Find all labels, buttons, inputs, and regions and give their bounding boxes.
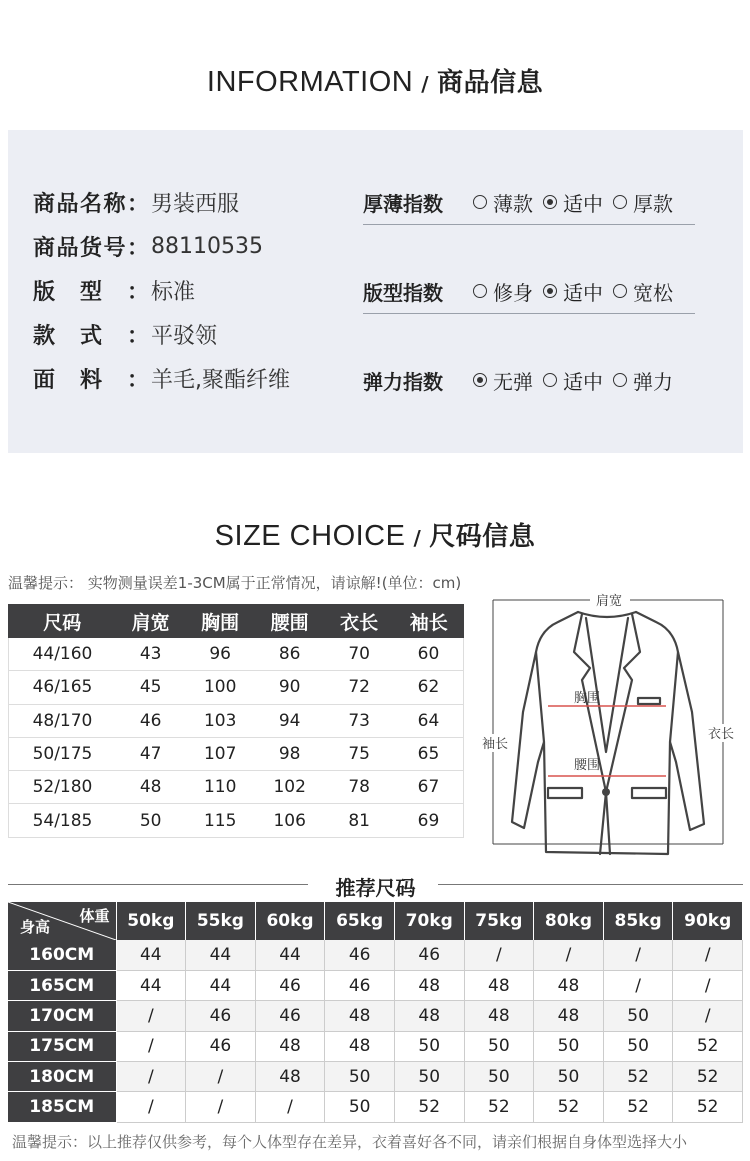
info-title-en: INFORMATION (206, 66, 414, 98)
size-cell: 54/185 (9, 804, 116, 837)
info-title-cn: 商品信息 (437, 68, 544, 98)
size-measure-note: 温馨提示： 实物测量误差1-3CM属于正常情况，请谅解!(单位：cm) (8, 574, 462, 592)
recommend-cell: 50 (534, 1031, 604, 1061)
index-label: 弹力指数 (363, 369, 443, 394)
diagram-label-shoulder: 肩宽 (596, 594, 623, 609)
index-row (363, 180, 695, 224)
index-option-text: 弹力 (633, 369, 673, 394)
product-attr-label (33, 187, 149, 218)
index-option-text: 无弹 (493, 369, 533, 394)
product-attr-row (33, 180, 290, 224)
size-col-header: 肩宽 (116, 605, 186, 638)
recommend-cell: 50 (464, 1031, 534, 1061)
size-col-header: 衣长 (324, 605, 394, 638)
product-attr-label (33, 231, 149, 262)
index-row (363, 269, 695, 313)
size-title-separator: / (413, 526, 422, 550)
radio-unselected-icon (613, 284, 627, 298)
radio-selected-icon (543, 284, 557, 298)
recommend-cell: 48 (464, 1001, 534, 1031)
recommend-cell: 44 (186, 970, 256, 1000)
radio-selected-icon (543, 195, 557, 209)
radio-unselected-icon (473, 284, 487, 298)
weight-col-header: 90kg (673, 902, 743, 940)
recommend-cell: 50 (464, 1062, 534, 1092)
product-attr-row (33, 224, 290, 268)
info-section-title (0, 62, 750, 99)
recommend-row (8, 940, 743, 970)
height-row-header: 165CM (8, 970, 116, 1000)
index-option (473, 188, 533, 217)
label-char: 货 (79, 235, 102, 261)
radio-unselected-icon (613, 195, 627, 209)
size-cell: 106 (255, 804, 325, 837)
index-option (543, 366, 603, 395)
label-char: 款 (33, 323, 56, 349)
recommend-cell: 50 (325, 1092, 395, 1122)
index-option-text: 修身 (493, 280, 533, 305)
corner-weight-label: 体重 (79, 907, 110, 925)
label-char: 商 (33, 235, 56, 261)
recommend-cell: 48 (394, 970, 464, 1000)
size-cell: 90 (255, 671, 325, 704)
size-cell: 86 (255, 638, 325, 671)
recommend-cell: 50 (603, 1031, 673, 1061)
size-cell: 50/175 (9, 737, 116, 770)
recommend-cell: 48 (534, 1001, 604, 1031)
recommend-cell: 52 (673, 1031, 743, 1061)
recommend-cell: / (673, 940, 743, 970)
recommend-cell: 44 (186, 940, 256, 970)
recommend-cell: / (673, 970, 743, 1000)
index-option-text: 适中 (563, 191, 603, 216)
size-cell: 52/180 (9, 771, 116, 804)
recommend-cell: 48 (534, 970, 604, 1000)
recommend-cell: 50 (534, 1062, 604, 1092)
index-divider (363, 313, 695, 314)
size-cell: 47 (116, 737, 186, 770)
size-cell: 96 (185, 638, 255, 671)
recommend-cell: 52 (603, 1062, 673, 1092)
info-title-separator: / (421, 72, 430, 96)
size-cell: 110 (185, 771, 255, 804)
suit-measurement-diagram (478, 592, 740, 864)
index-option (613, 366, 673, 395)
recommend-footnote: 温馨提示：以上推荐仅供参考，每个人体型存在差异，衣着喜好各不同，请亲们根据自身体型选择大小 (12, 1133, 688, 1151)
weight-col-header: 80kg (534, 902, 604, 940)
recommend-cell: / (116, 1031, 186, 1061)
label-colon: ： (126, 235, 149, 261)
product-attr-value: 羊毛,聚酯纤维 (151, 367, 290, 393)
recommend-cell: / (603, 970, 673, 1000)
recommend-row (8, 1092, 743, 1122)
recommend-row (8, 1031, 743, 1061)
product-attr-value: 标准 (151, 279, 196, 305)
recommend-cell: 46 (255, 970, 325, 1000)
size-table-header (9, 605, 464, 638)
recommend-cell: / (116, 1092, 186, 1122)
label-char: 商 (33, 191, 56, 217)
recommend-cell: 52 (394, 1092, 464, 1122)
size-col-header: 腰围 (255, 605, 325, 638)
index-option (473, 277, 533, 306)
recommend-cell: / (534, 940, 604, 970)
size-cell: 48/170 (9, 704, 116, 737)
size-cell: 65 (394, 737, 464, 770)
weight-col-header: 50kg (116, 902, 186, 940)
index-option-text: 厚款 (633, 191, 673, 216)
index-option-text: 适中 (563, 280, 603, 305)
weight-col-header: 70kg (394, 902, 464, 940)
corner-height-label: 身高 (20, 918, 51, 936)
recommend-cell: 44 (116, 970, 186, 1000)
size-title-cn: 尺码信息 (429, 522, 536, 552)
label-char: 式 (79, 323, 102, 349)
product-attr-value: 88110535 (151, 233, 263, 259)
recommend-cell: 50 (394, 1031, 464, 1061)
recommend-cell: 50 (325, 1062, 395, 1092)
index-option (613, 277, 673, 306)
recommend-cell: 44 (116, 940, 186, 970)
size-row (9, 737, 464, 770)
recommend-cell: / (186, 1062, 256, 1092)
radio-unselected-icon (613, 373, 627, 387)
size-cell: 103 (185, 704, 255, 737)
weight-col-header: 65kg (325, 902, 395, 940)
size-cell: 45 (116, 671, 186, 704)
label-char: 号 (103, 235, 126, 261)
product-attributes (33, 180, 290, 400)
recommend-cell: 46 (186, 1001, 256, 1031)
label-char: 品 (56, 235, 79, 261)
size-section-title (0, 516, 750, 553)
recommend-cell: 46 (325, 970, 395, 1000)
height-row-header: 160CM (8, 940, 116, 970)
weight-col-header: 55kg (186, 902, 256, 940)
label-char: 名 (79, 191, 102, 217)
label-char: 型 (79, 279, 102, 305)
index-label: 厚薄指数 (363, 191, 443, 216)
recommend-cell: 52 (673, 1092, 743, 1122)
recommend-cell: / (603, 940, 673, 970)
size-cell: 48 (116, 771, 186, 804)
size-cell: 94 (255, 704, 325, 737)
recommend-cell: 48 (255, 1031, 325, 1061)
diagram-label-length: 衣长 (708, 727, 735, 742)
size-cell: 69 (394, 804, 464, 837)
size-cell: 107 (185, 737, 255, 770)
recommend-cell: 52 (673, 1062, 743, 1092)
size-cell: 115 (185, 804, 255, 837)
product-attr-label (33, 319, 149, 350)
recommend-title: 推荐尺码 (330, 876, 422, 900)
diagram-label-sleeve: 袖长 (482, 737, 509, 752)
size-col-header: 胸围 (185, 605, 255, 638)
size-table (8, 604, 464, 838)
recommend-cell: / (673, 1001, 743, 1031)
size-row (9, 638, 464, 671)
recommend-row (8, 1001, 743, 1031)
diagram-label-waist: 腰围 (574, 758, 601, 773)
label-char: 品 (56, 191, 79, 217)
size-cell: 64 (394, 704, 464, 737)
label-colon: ： (126, 191, 149, 217)
recommend-cell: 48 (325, 1031, 395, 1061)
size-cell: 98 (255, 737, 325, 770)
recommend-size-table (8, 902, 743, 1123)
product-attr-label (33, 275, 149, 306)
recommend-cell: 48 (394, 1001, 464, 1031)
size-cell: 46/165 (9, 671, 116, 704)
label-colon: ： (126, 323, 149, 349)
height-row-header: 180CM (8, 1062, 116, 1092)
index-option-text: 适中 (563, 369, 603, 394)
recommend-cell: 46 (255, 1001, 325, 1031)
recommend-cell: 50 (394, 1062, 464, 1092)
index-option (613, 188, 673, 217)
product-indices (363, 180, 695, 402)
recommend-cell: 52 (603, 1092, 673, 1122)
radio-unselected-icon (543, 373, 557, 387)
height-row-header: 170CM (8, 1001, 116, 1031)
height-row-header: 175CM (8, 1031, 116, 1061)
recommend-cell: 46 (186, 1031, 256, 1061)
size-cell: 67 (394, 771, 464, 804)
product-attr-row (33, 312, 290, 356)
size-row (9, 771, 464, 804)
recommend-cell: 48 (255, 1062, 325, 1092)
product-attr-label (33, 363, 149, 394)
size-cell: 43 (116, 638, 186, 671)
recommend-row (8, 970, 743, 1000)
recommend-cell: 52 (534, 1092, 604, 1122)
size-row (9, 671, 464, 704)
recommend-cell: / (255, 1092, 325, 1122)
index-option-text: 宽松 (633, 280, 673, 305)
size-cell: 44/160 (9, 638, 116, 671)
index-option (543, 277, 603, 306)
size-cell: 73 (324, 704, 394, 737)
table-corner-cell (8, 902, 116, 940)
size-cell: 81 (324, 804, 394, 837)
recommend-table-header (8, 902, 743, 940)
recommend-cell: / (116, 1062, 186, 1092)
size-row (9, 704, 464, 737)
recommend-cell: 44 (255, 940, 325, 970)
size-cell: 46 (116, 704, 186, 737)
recommend-cell: 50 (603, 1001, 673, 1031)
recommend-cell: 48 (464, 970, 534, 1000)
product-attr-row (33, 268, 290, 312)
index-option (473, 366, 533, 395)
recommend-cell: 48 (325, 1001, 395, 1031)
size-cell: 102 (255, 771, 325, 804)
recommend-cell: 52 (464, 1092, 534, 1122)
weight-col-header: 75kg (464, 902, 534, 940)
size-cell: 70 (324, 638, 394, 671)
index-row (363, 358, 695, 402)
label-char: 版 (33, 279, 56, 305)
recommend-row (8, 1062, 743, 1092)
recommend-title-bar (8, 872, 743, 898)
diagram-label-chest: 胸围 (574, 691, 601, 706)
size-cell: 75 (324, 737, 394, 770)
radio-unselected-icon (473, 195, 487, 209)
product-attr-value: 平驳领 (151, 323, 218, 349)
size-cell: 78 (324, 771, 394, 804)
product-attr-row (33, 356, 290, 400)
recommend-cell: / (186, 1092, 256, 1122)
index-option (543, 188, 603, 217)
size-title-en: SIZE CHOICE (214, 520, 406, 552)
index-option-text: 薄款 (493, 191, 533, 216)
height-row-header: 185CM (8, 1092, 116, 1122)
recommend-cell: / (116, 1001, 186, 1031)
weight-col-header: 60kg (255, 902, 325, 940)
size-cell: 72 (324, 671, 394, 704)
size-cell: 100 (185, 671, 255, 704)
product-info-panel (8, 130, 743, 453)
size-cell: 50 (116, 804, 186, 837)
label-char: 面 (33, 367, 56, 393)
size-cell: 62 (394, 671, 464, 704)
label-colon: ： (126, 279, 149, 305)
size-col-header: 袖长 (394, 605, 464, 638)
size-col-header: 尺码 (9, 605, 116, 638)
label-colon: ： (126, 367, 149, 393)
weight-col-header: 85kg (603, 902, 673, 940)
label-char: 称 (103, 191, 126, 217)
size-row (9, 804, 464, 837)
index-label: 版型指数 (363, 280, 443, 305)
product-attr-value: 男装西服 (151, 191, 240, 217)
label-char: 料 (79, 367, 102, 393)
radio-selected-icon (473, 373, 487, 387)
recommend-cell: / (464, 940, 534, 970)
recommend-cell: 46 (394, 940, 464, 970)
index-divider (363, 224, 695, 225)
size-cell: 60 (394, 638, 464, 671)
recommend-cell: 46 (325, 940, 395, 970)
